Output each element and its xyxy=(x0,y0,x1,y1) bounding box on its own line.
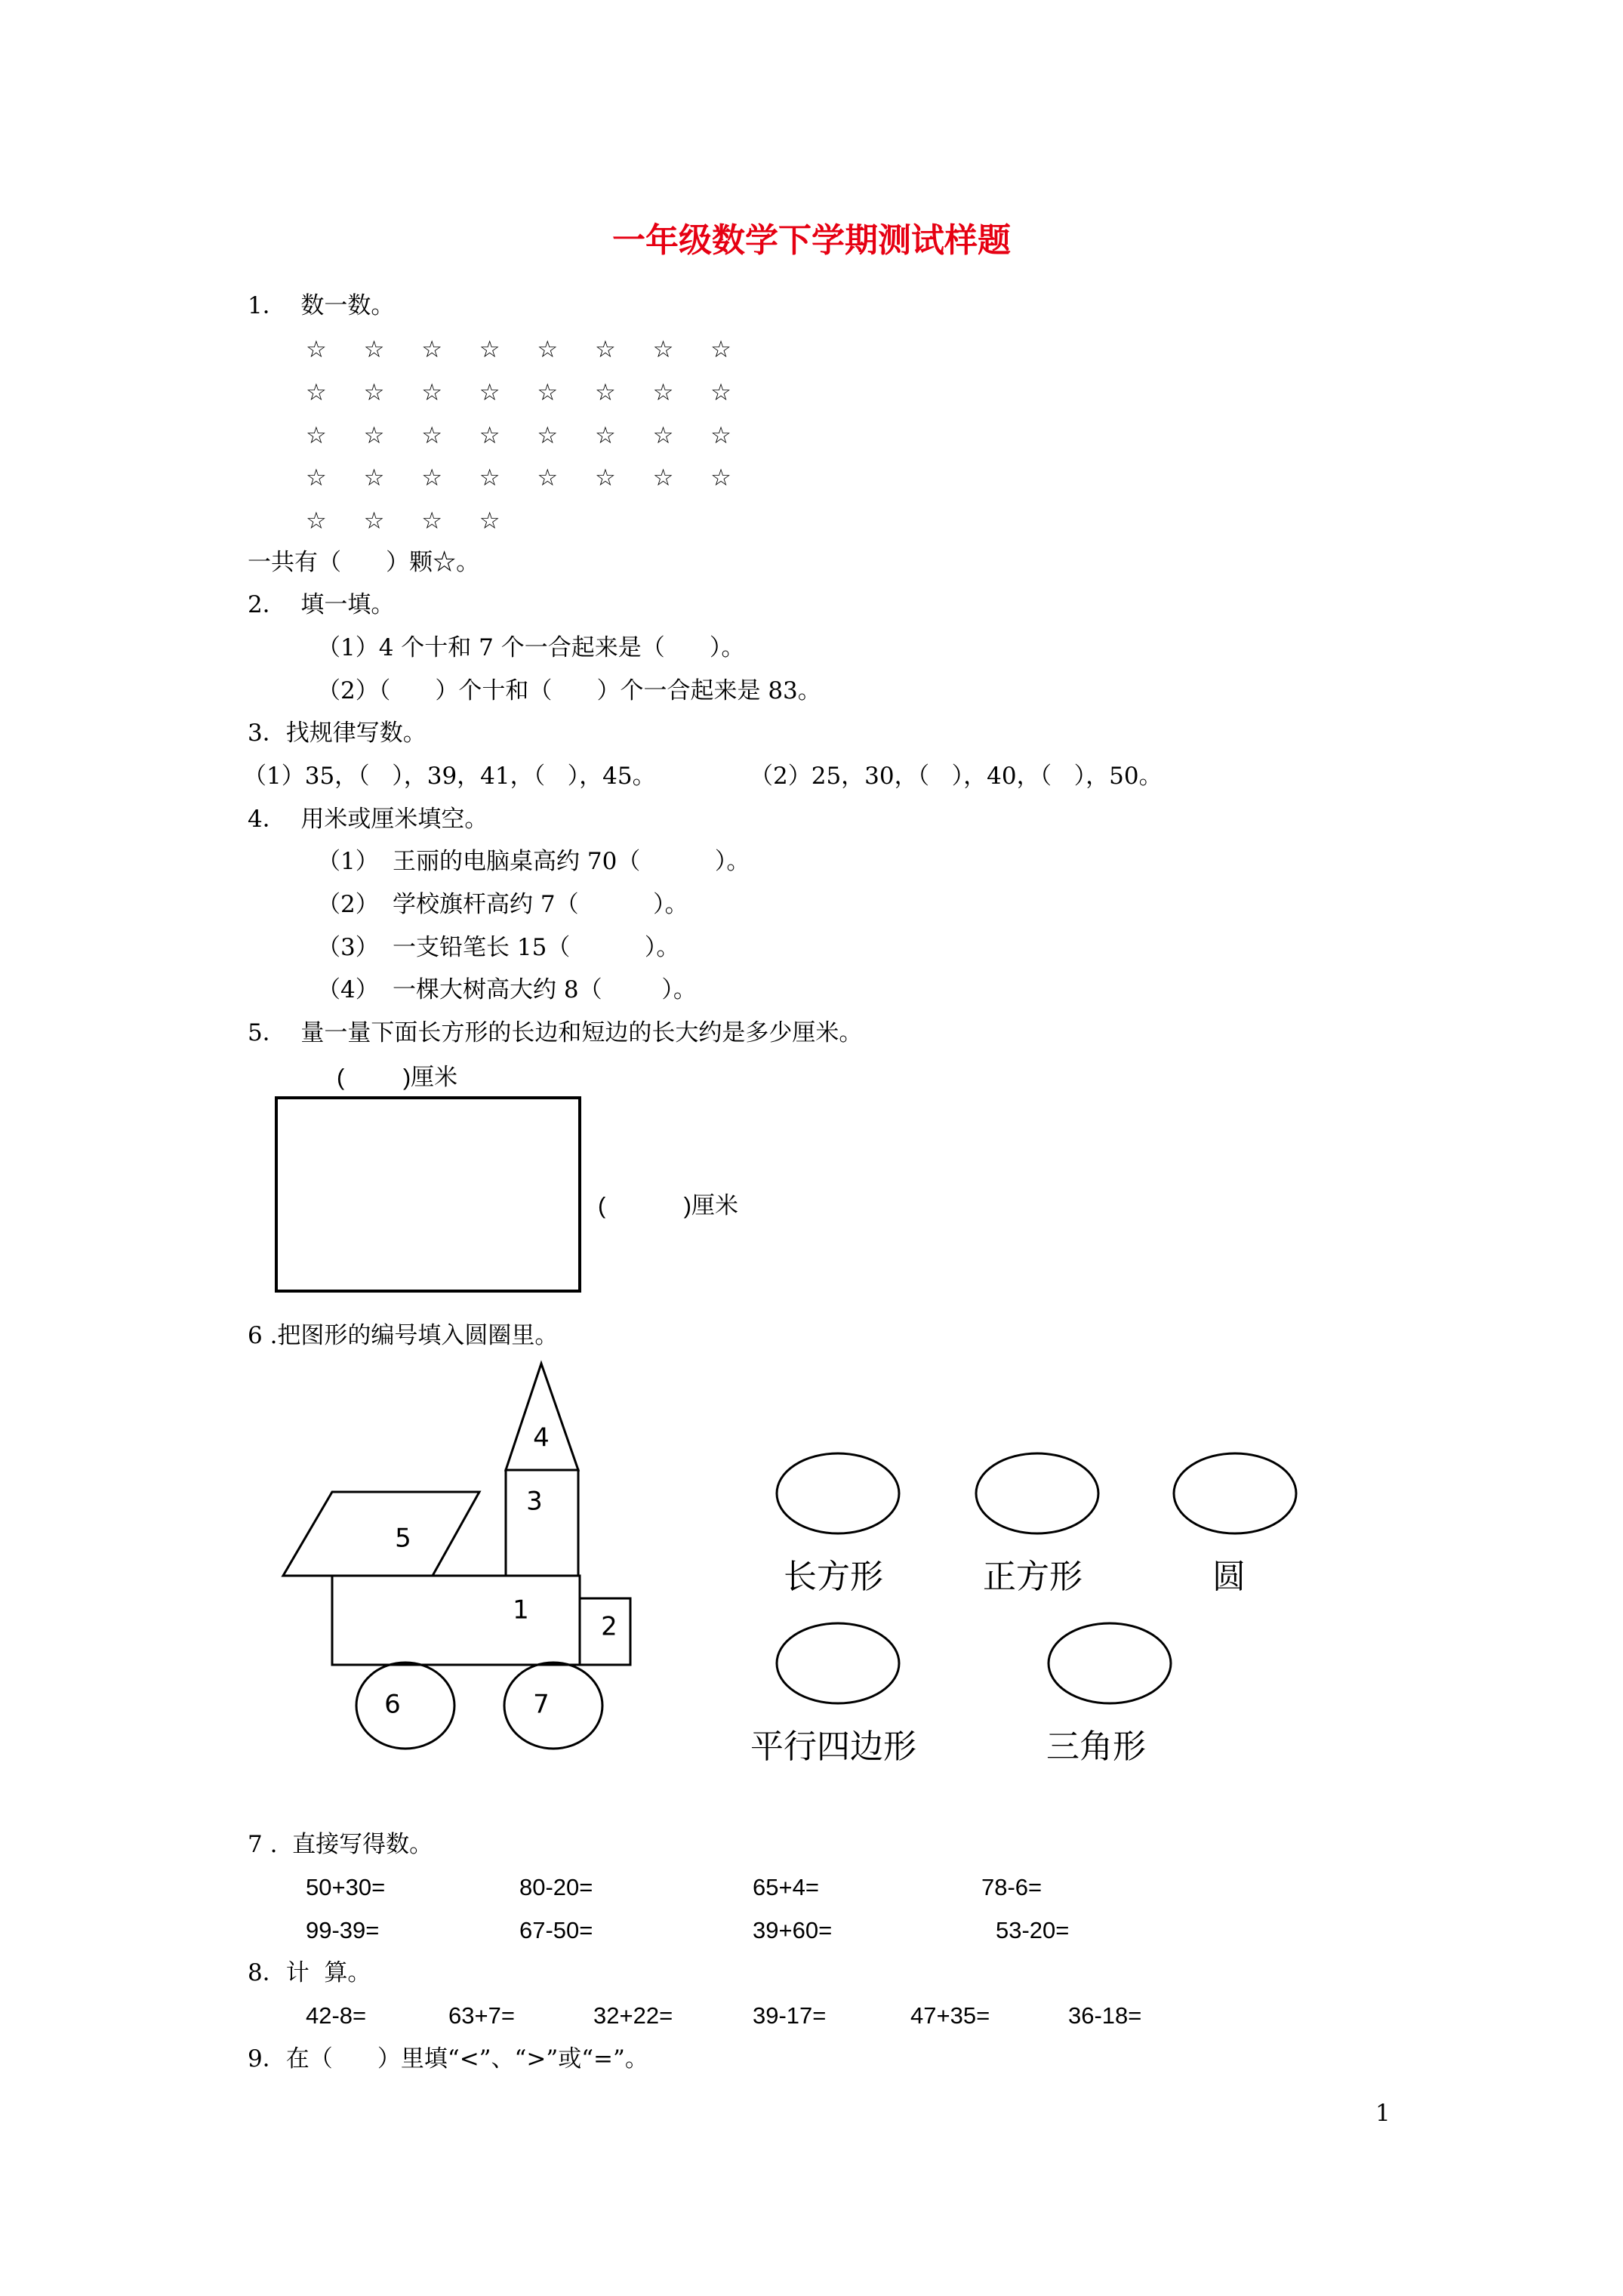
q4-item-label: （3） xyxy=(317,934,379,961)
q7-expression: 65+4= xyxy=(753,1874,819,1900)
q7-expression: 39+60= xyxy=(753,1917,833,1943)
category-label: 长方形 xyxy=(784,1558,883,1596)
square-shape xyxy=(506,1470,578,1576)
q8-problem: 63+7= xyxy=(448,2002,515,2029)
star-icon: ☆ xyxy=(363,464,385,492)
shape-number-label: 7 xyxy=(533,1689,550,1720)
category-label: 三角形 xyxy=(1046,1727,1146,1766)
wheel-circle-shape xyxy=(356,1663,454,1749)
q2-heading: 2． 填一填。 xyxy=(248,591,395,618)
q7-expression: 99-39= xyxy=(306,1917,380,1943)
answer-oval-rectangle xyxy=(777,1453,899,1533)
q5-heading: 5． 量一量下面长方形的长边和短边的长大约是多少厘米。 xyxy=(248,1019,863,1046)
q8-heading: 8．计 算。 xyxy=(248,1959,371,1986)
answer-oval-parallelogram xyxy=(777,1623,899,1703)
star-icon: ☆ xyxy=(594,379,616,406)
small-rectangle-shape xyxy=(580,1598,630,1665)
star-icon: ☆ xyxy=(363,507,385,535)
star-icon: ☆ xyxy=(594,336,616,363)
star-icon: ☆ xyxy=(421,464,442,492)
q8-problem: 47+35= xyxy=(910,2002,990,2029)
star-icon: ☆ xyxy=(306,422,327,449)
q3-heading: 3．找规律写数。 xyxy=(248,720,427,747)
star-icon: ☆ xyxy=(652,336,674,363)
q9-heading: 9．在（ ）里填“<”、“>”或“=”。 xyxy=(248,2045,648,2073)
category-label: 正方形 xyxy=(983,1558,1083,1596)
train-figure xyxy=(283,1364,630,1749)
shape-number-label: 3 xyxy=(526,1486,543,1517)
shape-number-label: 1 xyxy=(513,1595,529,1626)
shape-number-label: 2 xyxy=(601,1611,617,1642)
q1-heading: 1． 数一数。 xyxy=(248,292,395,319)
short-side-answer-label: ( )厘米 xyxy=(598,1192,738,1219)
star-icon: ☆ xyxy=(710,336,731,363)
shape-number-label: 5 xyxy=(395,1523,411,1554)
page-number: 1 xyxy=(1375,2100,1390,2127)
star-icon: ☆ xyxy=(306,507,327,535)
star-icon: ☆ xyxy=(421,336,442,363)
q1-answer-line: 一共有（ ）颗☆。 xyxy=(248,549,480,576)
star-icon: ☆ xyxy=(363,336,385,363)
page-title: 一年级数学下学期测试样题 xyxy=(612,221,1011,260)
star-icon: ☆ xyxy=(537,379,559,406)
answer-oval-square xyxy=(976,1453,1098,1533)
q7-expression: 80-20= xyxy=(519,1874,593,1900)
q7-expression: 67-50= xyxy=(519,1917,593,1943)
q2-item: （1）4 个十和 7 个一合起来是（ ）。 xyxy=(317,634,745,661)
star-icon: ☆ xyxy=(710,464,731,492)
star-row xyxy=(306,421,768,451)
star-icon: ☆ xyxy=(479,336,500,363)
q7-expression: 78-6= xyxy=(981,1874,1042,1900)
star-row xyxy=(306,463,768,493)
star-icon: ☆ xyxy=(479,464,500,492)
q8-problem: 36-18= xyxy=(1068,2002,1142,2029)
star-icon: ☆ xyxy=(594,464,616,492)
q8-problem: 32+22= xyxy=(593,2002,673,2029)
star-icon: ☆ xyxy=(537,422,559,449)
wheel-circle-shape xyxy=(504,1663,602,1749)
star-icon: ☆ xyxy=(363,422,385,449)
star-icon: ☆ xyxy=(652,464,674,492)
answer-oval-triangle xyxy=(1049,1623,1171,1703)
star-row xyxy=(306,378,768,408)
star-icon: ☆ xyxy=(652,422,674,449)
q7-expression: 53-20= xyxy=(996,1917,1070,1943)
q7-heading: 7 . 直接写得数。 xyxy=(248,1831,433,1858)
q8-problem: 42-8= xyxy=(306,2002,367,2029)
star-icon: ☆ xyxy=(710,379,731,406)
long-side-answer-label: ( )厘米 xyxy=(337,1064,458,1090)
q4-item-label: （2） xyxy=(317,891,379,918)
q3-part-2: （2）25，30，（ ），40，（ ），50。 xyxy=(750,763,1163,790)
category-label: 平行四边形 xyxy=(750,1727,916,1766)
shape-number-label: 6 xyxy=(384,1689,401,1720)
star-row xyxy=(306,506,537,536)
q3-part-1: （1）35，（ ），39，41，（ ），45。 xyxy=(243,763,656,790)
q4-item-label: （1） xyxy=(317,848,379,875)
q4-item-text: 王丽的电脑桌高约 70（ ）。 xyxy=(393,848,750,875)
star-row xyxy=(306,334,768,365)
star-icon: ☆ xyxy=(421,379,442,406)
measure-rectangle xyxy=(276,1098,580,1291)
star-icon: ☆ xyxy=(363,379,385,406)
q4-item-text: 一支铅笔长 15（ ）。 xyxy=(393,934,680,961)
answer-oval-circle xyxy=(1174,1453,1296,1533)
star-icon: ☆ xyxy=(537,336,559,363)
star-icon: ☆ xyxy=(306,379,327,406)
category-label: 圆 xyxy=(1212,1558,1246,1596)
q6-heading: 6 .把图形的编号填入圆圈里。 xyxy=(248,1322,559,1349)
long-rectangle-shape xyxy=(332,1576,580,1665)
q4-item-text: 一棵大树高大约 8（ ）。 xyxy=(393,976,697,1003)
q7-expression: 50+30= xyxy=(306,1874,386,1900)
star-icon: ☆ xyxy=(652,379,674,406)
q2-item: （2）（ ）个十和（ ）个一合起来是 83。 xyxy=(317,677,821,704)
star-icon: ☆ xyxy=(306,336,327,363)
star-icon: ☆ xyxy=(710,422,731,449)
star-icon: ☆ xyxy=(479,422,500,449)
star-icon: ☆ xyxy=(421,507,442,535)
star-icon: ☆ xyxy=(479,507,500,535)
q4-heading: 4． 用米或厘米填空。 xyxy=(248,806,488,833)
star-icon: ☆ xyxy=(537,464,559,492)
triangle-shape xyxy=(506,1364,578,1470)
q8-problem: 39-17= xyxy=(753,2002,827,2029)
q4-item-text: 学校旗杆高约 7（ ）。 xyxy=(393,891,688,918)
shape-number-label: 4 xyxy=(533,1422,550,1453)
q4-item-label: （4） xyxy=(317,976,379,1003)
star-icon: ☆ xyxy=(306,464,327,492)
star-icon: ☆ xyxy=(594,422,616,449)
parallelogram-shape xyxy=(283,1492,479,1576)
star-icon: ☆ xyxy=(479,379,500,406)
star-icon: ☆ xyxy=(421,422,442,449)
